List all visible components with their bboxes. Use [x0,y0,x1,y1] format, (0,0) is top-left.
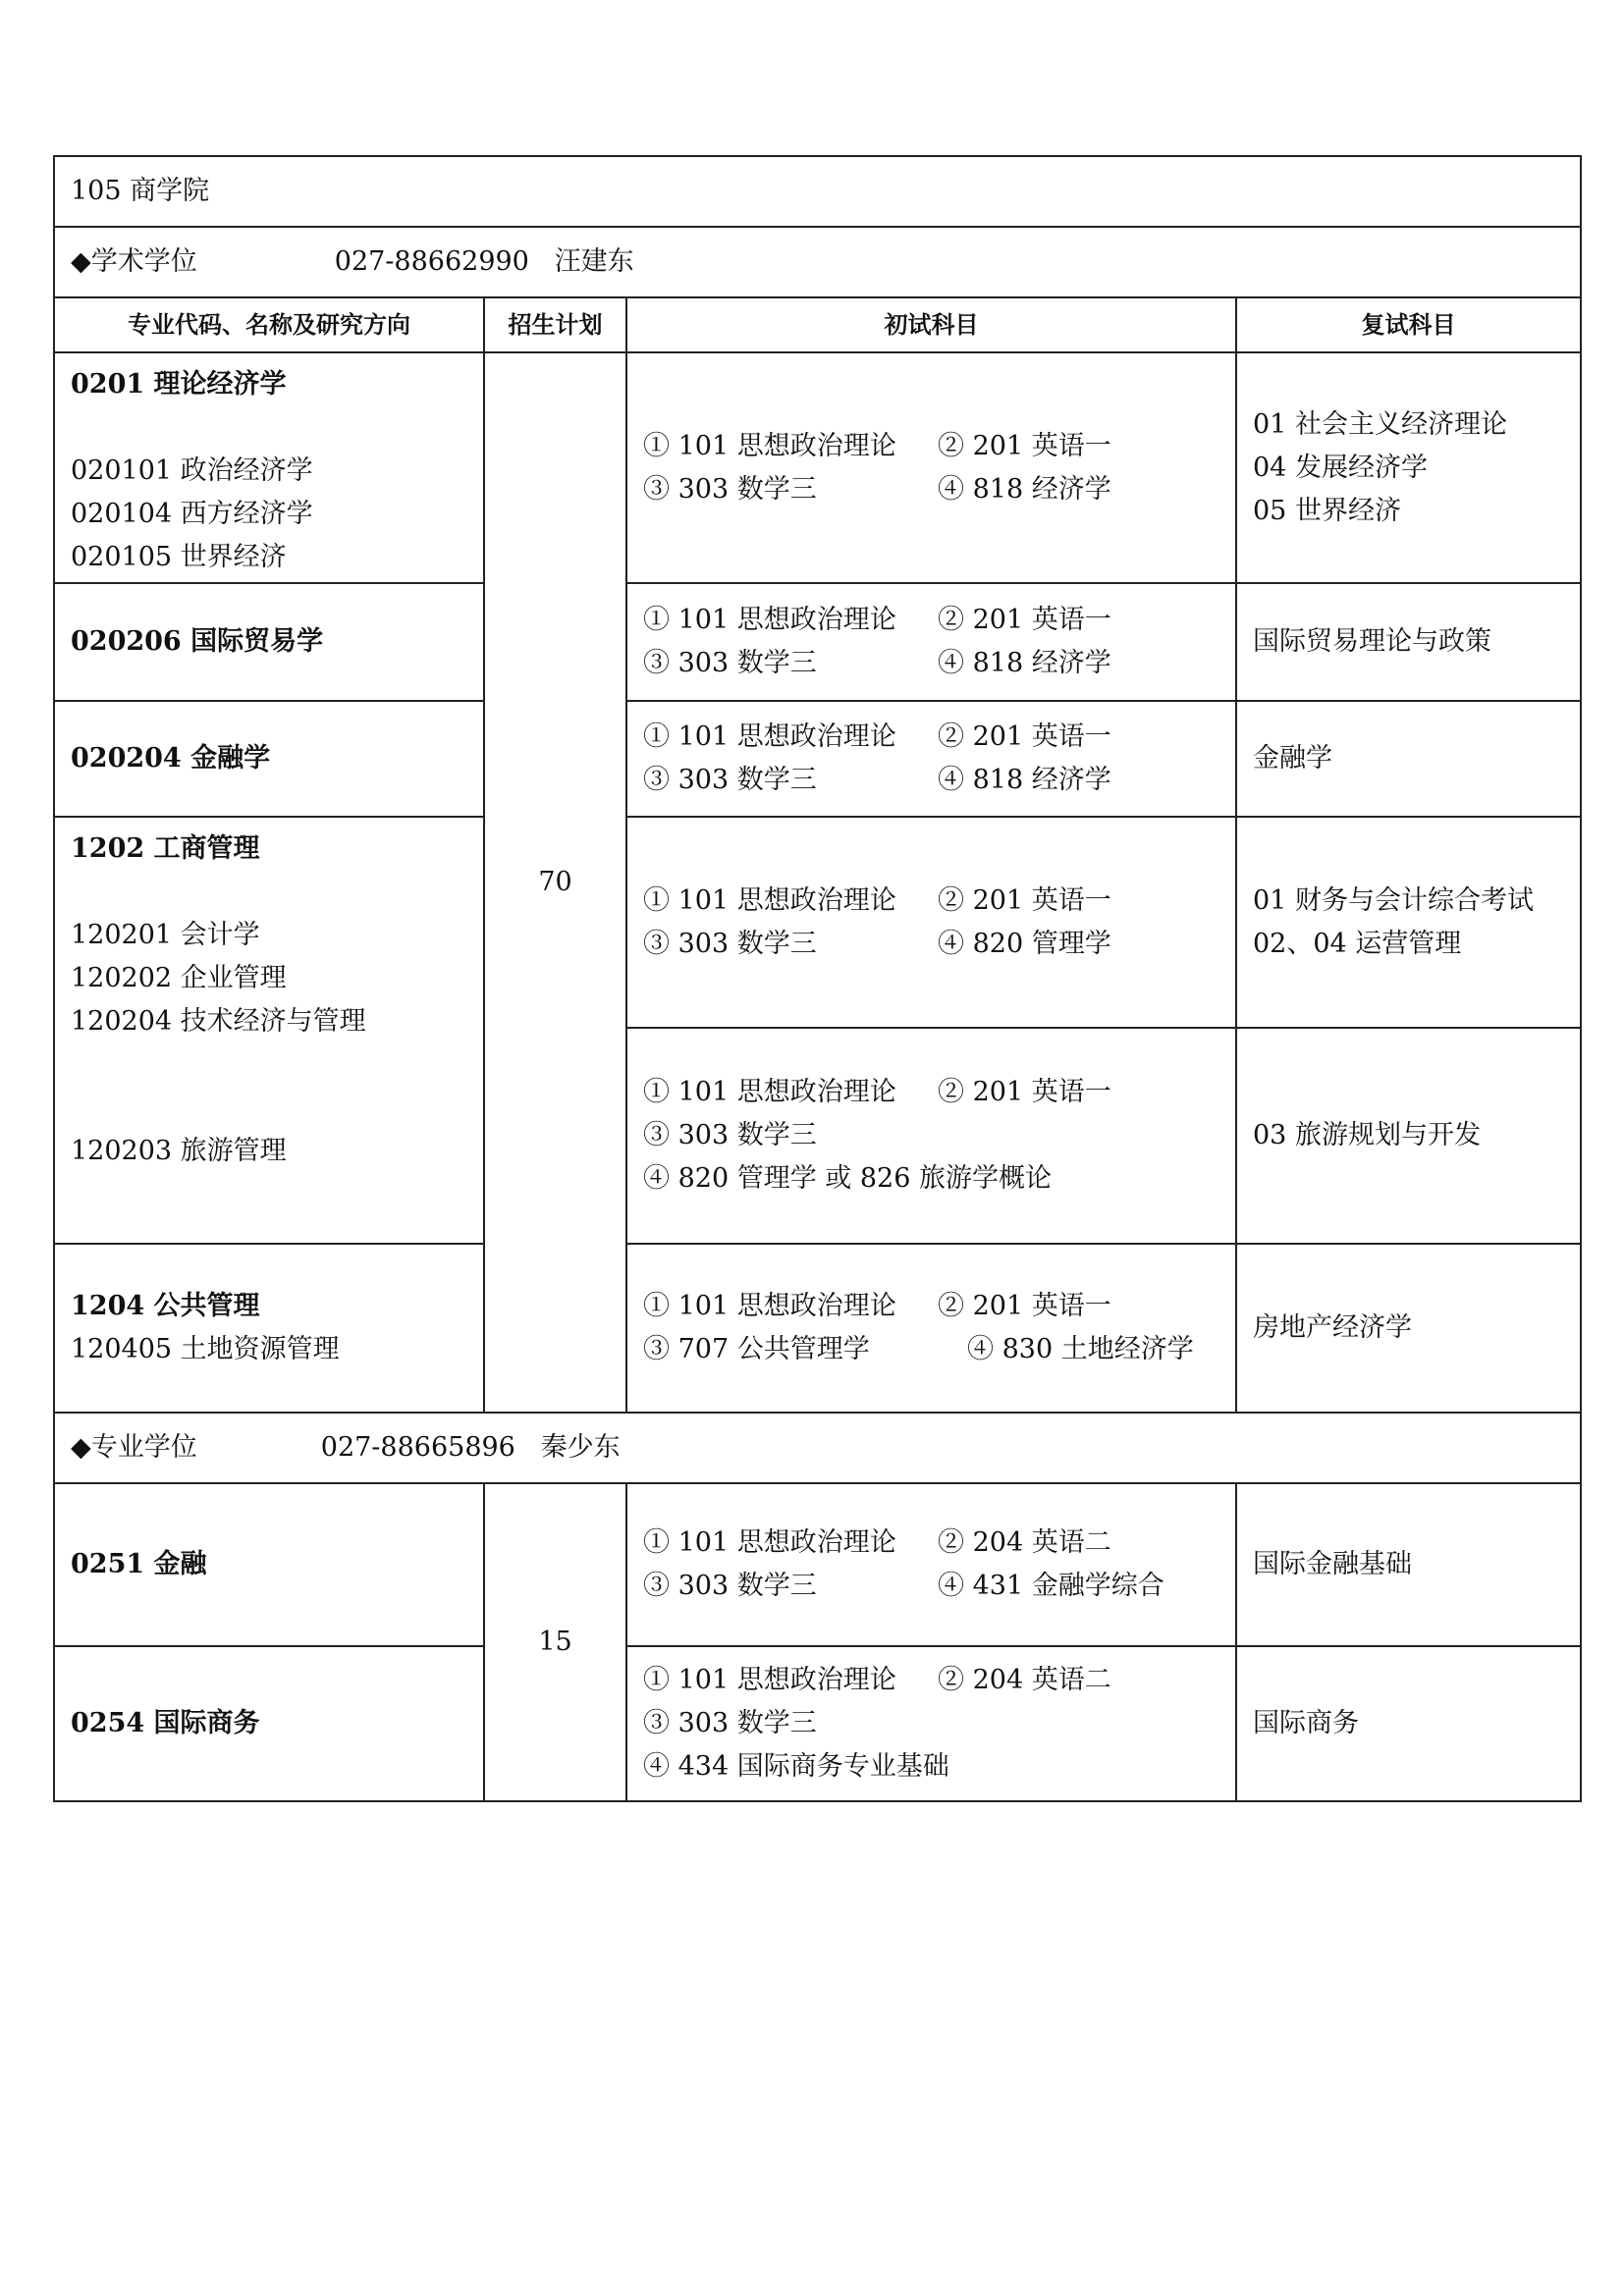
exam-subject: ② 201 英语一 [938,884,1111,916]
retest-item: 国际金融基础 [1236,1483,1581,1646]
exam-subject: ① 101 思想政治理论 [643,430,896,461]
exam-cell [626,1483,1236,1646]
header-exam: 初试科目 [626,297,1236,352]
exam-subject: ④ 820 管理学 [938,928,1111,959]
major-title: 020204 金融学 [54,701,484,817]
exam-subject: ④ 818 经济学 [938,473,1111,505]
academic-contact: 汪建东 [554,246,634,277]
major-title: 020206 国际贸易学 [54,583,484,701]
direction-item: 120201 会计学 [71,920,260,950]
retest-item: 01 财务与会计综合考试 [1253,884,1534,916]
exam-subject: ① 101 思想政治理论 [643,605,896,635]
major-cell [54,352,484,583]
exam-cell [626,1244,1236,1413]
academic-degree-row [54,227,1581,297]
exam-subject: ③ 303 数学三 [643,765,817,795]
header-retest: 复试科目 [1236,297,1581,352]
professional-degree-label: ◆专业学位 [71,1432,197,1463]
exam-subject: ③ 303 数学三 [643,1708,817,1738]
major-title: 0251 金融 [54,1483,484,1646]
exam-subject: ① 101 思想政治理论 [643,1665,896,1695]
professional-contact: 秦少东 [540,1432,621,1463]
academic-phone: 027-88662990 [334,246,529,277]
exam-subject: ③ 303 数学三 [643,1571,817,1601]
exam-subject: ③ 303 数学三 [643,1120,817,1150]
professional-phone: 027-88665896 [320,1432,515,1463]
exam-subject: ① 101 思想政治理论 [643,884,896,916]
direction-item: 020105 世界经济 [71,542,287,572]
major-title: 0254 国际商务 [54,1646,484,1801]
table-row [54,817,1581,1028]
exam-subject: ④ 818 经济学 [938,765,1111,795]
major-cell [54,817,484,1244]
exam-cell [626,352,1236,583]
direction-item: 020104 西方经济学 [71,499,313,529]
retest-item: 05 世界经济 [1253,495,1401,526]
retest-item: 金融学 [1236,701,1581,817]
major-cell [54,1244,484,1413]
exam-subject: ① 101 思想政治理论 [643,721,896,752]
table-row [54,1483,1581,1646]
enrollment-table [53,155,1582,1802]
exam-subject: ④ 830 土地经济学 [967,1334,1194,1364]
retest-item: 国际商务 [1236,1646,1581,1801]
academic-plan-cell: 70 [484,352,626,1413]
table-row [54,583,1581,701]
retest-cell [1236,817,1581,1028]
exam-cell [626,1646,1236,1801]
exam-subject: ④ 434 国际商务专业基础 [643,1751,949,1782]
retest-item: 01 社会主义经济理论 [1253,408,1507,440]
direction-item: 120204 技术经济与管理 [71,1006,366,1037]
exam-subject: ② 201 英语一 [938,430,1111,461]
table-row [54,701,1581,817]
direction-item: 120405 土地资源管理 [71,1334,340,1364]
major-title: 1204 公共管理 [71,1291,260,1321]
table-row [54,1646,1581,1801]
academic-degree-info [54,227,1581,297]
exam-subject: ② 204 英语二 [938,1527,1111,1558]
exam-cell [626,701,1236,817]
professional-plan-cell: 15 [484,1483,626,1801]
direction-item: 120203 旅游管理 [71,1136,287,1166]
exam-subject: ① 101 思想政治理论 [643,1291,896,1321]
retest-item: 房地产经济学 [1236,1244,1581,1413]
exam-subject: ③ 303 数学三 [643,648,817,678]
retest-item: 04 发展经济学 [1253,452,1428,483]
direction-item: 120202 企业管理 [71,963,287,993]
professional-degree-info [54,1413,1581,1483]
exam-subject: ② 201 英语一 [938,721,1111,752]
header-plan: 招生计划 [484,297,626,352]
major-title: 0201 理论经济学 [71,369,287,400]
college-row [54,156,1581,227]
retest-cell [1236,352,1581,583]
header-row [54,297,1581,352]
direction-item: 020101 政治经济学 [71,455,313,486]
exam-subject: ② 201 英语一 [938,605,1111,635]
table-row [54,352,1581,583]
exam-cell [626,817,1236,1028]
retest-item: 国际贸易理论与政策 [1236,583,1581,701]
exam-cell [626,1028,1236,1244]
retest-item: 02、04 运营管理 [1253,928,1462,959]
exam-subject: ① 101 思想政治理论 [643,1077,896,1107]
exam-subject: ④ 820 管理学 或 826 旅游学概论 [643,1163,1052,1194]
table-row [54,1244,1581,1413]
retest-item: 03 旅游规划与开发 [1236,1028,1581,1244]
header-major: 专业代码、名称及研究方向 [54,297,484,352]
exam-subject: ② 201 英语一 [938,1291,1111,1321]
exam-subject: ② 201 英语一 [938,1077,1111,1107]
exam-subject: ① 101 思想政治理论 [643,1527,896,1558]
exam-cell [626,583,1236,701]
exam-subject: ④ 431 金融学综合 [938,1571,1164,1601]
exam-subject: ④ 818 经济学 [938,648,1111,678]
exam-subject: ③ 707 公共管理学 [643,1334,870,1364]
exam-subject: ② 204 英语二 [938,1665,1111,1695]
college-title: 105 商学院 [54,156,1581,227]
academic-degree-label: ◆学术学位 [71,246,197,277]
professional-degree-row [54,1413,1581,1483]
major-title: 1202 工商管理 [71,833,260,864]
exam-subject: ③ 303 数学三 [643,928,817,959]
exam-subject: ③ 303 数学三 [643,473,817,505]
